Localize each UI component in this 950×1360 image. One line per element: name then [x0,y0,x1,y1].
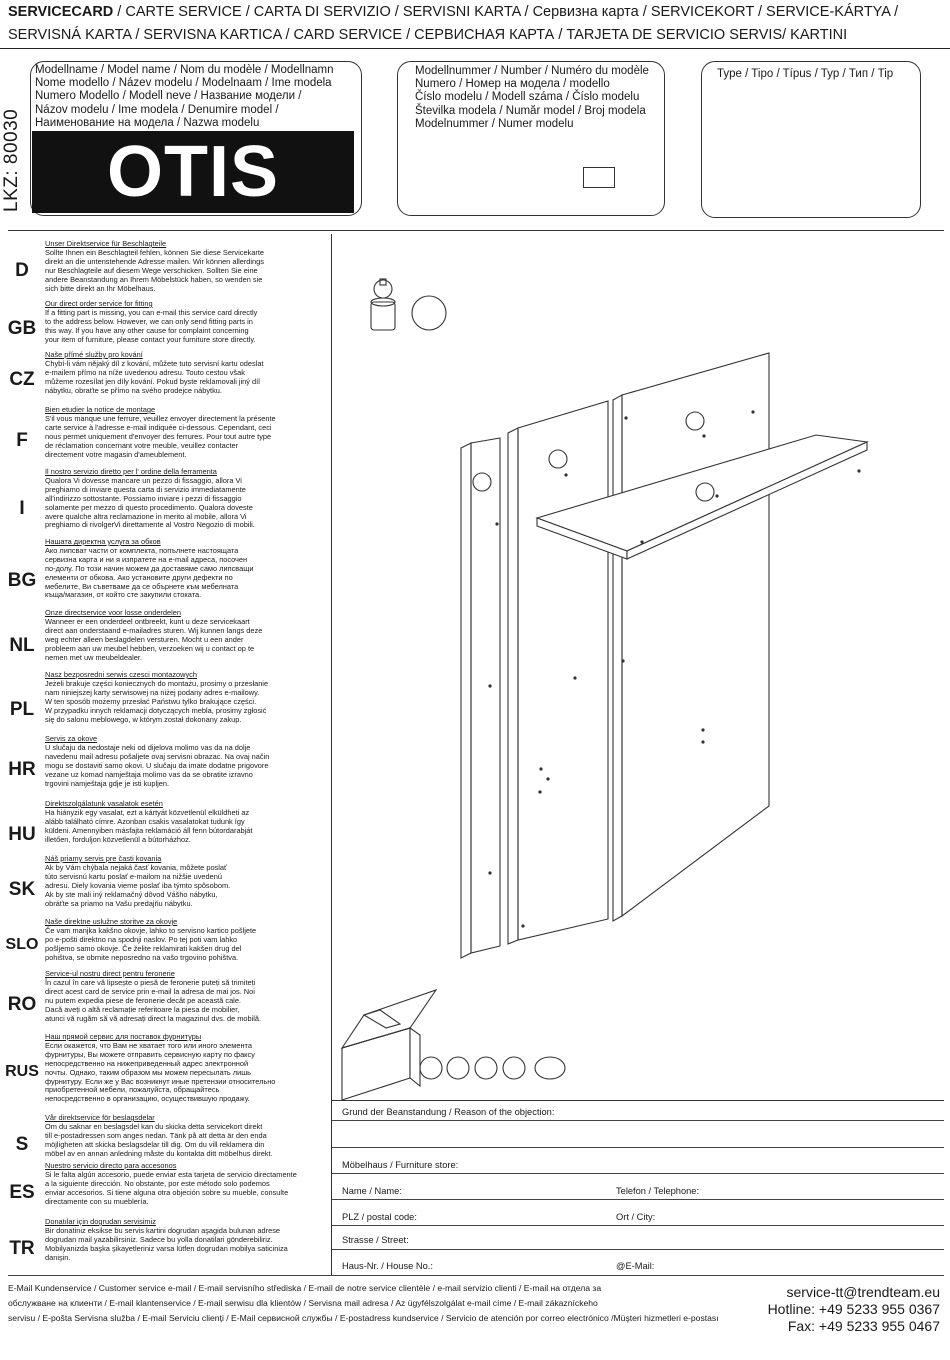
postal-city-field[interactable] [332,1225,944,1226]
language-block-bg [45,538,300,600]
language-title: Nasz bezposredni serwis czesci montazowych [45,670,197,679]
top-section-divider [8,230,944,231]
lkz-code: LKZ: 80030 [1,108,22,212]
language-code-hu: HU [8,824,36,845]
language-title: Il nostro servizio diretto per l' ordine della ferramenta [45,467,217,476]
language-body: Если окажется, что Вам не хватает того или иного элемента фурнитуры, Вы можете отправить сервисную карту по факсу непосредственно на нижеприведенный адрес электронной почты. Однако, таким образом мы можем пересылать лишь фурнитуру. Если же у Вас возникнут иные претензии относительно приобретенной мебели, пожалуйста, обращайтесь непосредственно в организацию, осуществившую продажу. [45,1040,276,1104]
language-code-cz: CZ [9,369,35,390]
language-block-rus [45,1033,300,1104]
back-panel [613,353,769,921]
language-code-f: F [16,430,28,451]
language-title: Service-ul nostru direct pentru feronerie [45,969,175,978]
type-label: Type / Tipo / Típus / Typ / Тип / Tip [717,68,894,80]
language-body: U slučaju da nedostaje neki od dijelova molimo vas da na dolje navedenu mail adresu pošaljete ovaj servisni obrazac. Na ovaj način mogu se dostaviti samo okovi. U slučaju da imate dodatne prigovore vezane uz komad namještaja molimo vas da se obratite izravno trgovini namještaja gdje je isti kupljen. [45,742,270,788]
language-title: Vår direktservice för beslagsdelar [45,1113,155,1122]
service-email[interactable]: service-tt@trendteam.eu [786,1284,940,1300]
language-block-slo [45,918,300,963]
language-code-sk: SK [8,879,36,900]
fitting-slot-1 [420,1057,442,1079]
language-body: Si le falta algún accesorio, puede enviar esta tarjeta de servicio directamente a la siguiente dirección. No obstante, por este método solo podemos enviar accesorios. Si tiene alguna otra objeción sobre su mueble, consulte directamente con su mueblería. [45,1169,297,1206]
language-block-tr [45,1218,300,1263]
house-number-label: Haus-Nr. / House No.: [342,1261,433,1271]
language-body: Ако липсват части от комплекта, попълнете настоящата сервизна карта и ни я изпратете на e-mail адреса, посочен по-долу. По този начин можем да доставяме само липсващи елементи от обкова. Ако установите други дефекти по мебелите, Ви съветваме да се обърнете към мебелната къща/магазин, от който сте закупили стоката. [45,545,254,600]
language-body: Bir donatiniz eksikse bu servis kartini dogrudan aşagida bulunan adrese dogrudan mail yazabilirsiniz. Sadece bu yolla donatilari gönderebiliriz. Mobilyanizda başka şikayetleriniz varsa lütfen dogrudan mobilya saticiniza danişin. [45,1225,288,1262]
language-title: Our direct order service for fitting [45,299,153,308]
objection-field-line-2[interactable] [332,1147,944,1148]
language-code-pl: PL [9,699,35,720]
shelf-board [537,435,867,559]
form-top-divider [332,1100,944,1101]
language-block-cz [45,351,300,396]
language-title: Náš priamy servis pre časti kovania [45,854,162,863]
language-code-ro: RO [7,994,37,1015]
street-field[interactable] [332,1249,944,1250]
fitting-icon [371,279,395,330]
language-code-nl: NL [9,635,35,656]
language-title: Direktszolgálatunk vasalatok esetén [45,799,163,808]
language-title: Nuestro servicio directo para accesonos [45,1161,177,1170]
language-code-tr: TR [9,1238,35,1259]
language-code-bg: BG [7,570,37,591]
language-title: Donatılar için dogrudan servisimiz [45,1217,156,1226]
fax-number: Fax: +49 5233 955 0467 [787,1318,940,1334]
header-title-line-2: SERVISNÁ KARTA / SERVISNA KARTICA / CARD SERVICE / СЕРВИСНАЯ КАРТА / TARJETA DE SERVICIO SERVIS/ KARTINI [8,27,848,43]
language-body: În cazul în care vă lipsește o piesă de feronerie puteți să trimiteți direct acest card de service prin e-mail la adresa de mai jos. Noi nu putem expedia piese de feronerie decât pe această cale. Dacă aveți o altă reclamație referitoare la piesa de mobilier, atunci vă rugăm să vă adresați direct la magazinul dvs. de mobilă. [45,977,262,1023]
name-label: Name / Name: [342,1186,402,1196]
model-number-box [397,61,665,216]
language-title: Onze directservice voor losse onderdelen [45,608,181,617]
language-body: If a fitting part is missing, you can e-mail this service card directly to the address below. However, we can only send fitting parts in this way. If you have any other cause for complaint concerning your item of furniture, please contact your furniture store directly. [45,307,258,344]
fitting-slot-2 [447,1057,469,1079]
header-title-line-1 [8,3,898,21]
language-code-es: ES [9,1182,35,1203]
language-block-sk [45,855,300,908]
model-name-value: OTIS [32,131,354,213]
language-title: Unser Direktservice für Beschlagteile [45,239,167,248]
language-code-i: I [19,498,25,519]
language-body: S'il vous manque une ferrure, veuillez envoyer directement la présente carte service à l'adresse e-mail indiquée ci-dessous. Cependant, ceci nous permet uniquement d'envoyer des ferrures. Pour tout autre type de réclamation concernant votre meuble, veuillez contacter directement votre magasin d'ameublement. [45,413,276,459]
language-title: Servis za okove [45,734,98,743]
footer-email-description: E-Mail Kundenservice / Customer service e-mail / E-mail servisního střediska / E-mail de notre service clientèle / e-mail servizio clienti / E-mail на отдела за обслужване на клиенти / E-mail klantenservice / E-mail serwisu dla klientów / Servisna mail adresa / Az ügyfélszolgálat e-mail címe / E-mail zákazníckeho servisu / E-pošta Servisna služba / E-mail Serviciu clienți / E-Mail сервисной службы / E-postadress kundservice / Servicio de atención por correo electrónico /Müşteri hizmetleri e-postası [8,1283,719,1323]
phone-label: Telefon / Telephone: [616,1186,700,1196]
postal-code-label: PLZ / postal code: [342,1212,417,1222]
header-title-rest: / CARTE SERVICE / CARTA DI SERVIZIO / SERVISNI KARTA / Сервизна карта / SERVICEKORT / SERVICE-KÁRTYA / [113,4,899,20]
language-block-hu [45,800,300,845]
language-body: Jeżeli brakuje części koniecznych do montażu, prosimy o przesłanie nam niniejszej karty serwisowej na niżej podany adres e-mailowy. W ten sposób możemy przesłać Państwu tylko brakujące części. W przypadku innych reklamacji dotyczących mebla, prosimy zgłosić się do salonu meblowego, w którym został dokonany zakup. [45,678,269,724]
language-block-i [45,468,300,530]
language-block-pl [45,671,300,724]
fitting-circle-icon [412,296,446,330]
language-title: Нашата директна услуга за обков [45,537,161,546]
model-number-label: Modellnummer / Number / Numéro du modèle Numero / Номер на модела / modello Číslo modelu / Modell száma / Číslo modelu Številka modela / Număr model / Broj modela Modelnummer / Numer modelu [415,65,649,130]
model-name-label: Modellname / Model name / Nom du modèle / Modellnamn Nome modello / Název modelu / Modelnaam / Ime modela Numero Modello / Modell neve / Название модели / Názov modelu / Ime modela / Denumire model / Наименование на модела / Nazwa modelu [35,64,334,129]
objection-label: Grund der Beanstandung / Reason of the objection: [342,1107,555,1117]
language-body: Če vam manjka kakšno okovje, lahko to servisno kartico pošljete po e-pošti direktno na spodnji naslov. Po tej poti vam lahko pošljemo samo okovje. Če želite reklamirati kakšen drug del pohištva, se obrnite neposredno na vašo trgovino pohištva. [45,925,257,962]
language-code-s: S [15,1134,29,1155]
name-phone-field[interactable] [332,1199,944,1200]
language-title: Наш прямой сервис для поставок фурнитуры [45,1032,202,1041]
fitting-slot-3 [475,1057,497,1079]
language-block-es [45,1162,300,1207]
language-block-gb [45,300,300,345]
form-bottom-divider [8,1275,944,1276]
language-body: Wanneer er een onderdeel ontbreekt, kunt u deze servicekaart direct aan onderstaand e-mailadres sturen. Wij kunnen langs deze weg echter alleen beslagdelen versturen. Mocht u een ander probleem aan uw meubel hebben, verzoeken wij u contact op te nemen met uw meubeldealer. [45,616,263,662]
street-label: Strasse / Street: [342,1235,409,1245]
language-body: Ak by Vám chýbala nejaká časť kovania, môžete poslať túto servisnú kartu poslať e-mailom na nižšie uvedenú adresu. Diely kovania vieme poslať iba týmto spôsobom. Ak by ste mali iný reklamačný dôvod Vášho nábytku, obráťte sa priamo na Vašu predajňu nábytku. [45,862,231,908]
language-block-hr [45,735,300,788]
furniture-store-label: Möbelhaus / Furniture store: [342,1160,459,1170]
middle-panel [508,401,608,944]
language-block-f [45,406,300,459]
header-title-bold: SERVICECARD [8,4,114,20]
fitting-slot-4 [503,1057,525,1079]
language-body: Chybí-li vám nějaký díl z kování, můžete tuto servisní kartu odeslat e-mailem přímo na níže uvedenou adresu. Touto cestou však můžeme rozesílat jen díly kování. Pokud byste reklamovali jiný díl nábytku, obraťte se přímo na svého prodejce nábytku. [45,358,264,395]
hotline-number: Hotline: +49 5233 955 0367 [767,1301,940,1317]
language-block-ro [45,970,300,1023]
city-label: Ort / City: [616,1212,656,1222]
language-title: Bien etudier la notice de montage [45,405,156,414]
language-title: Naše direktne uslužne storitve za okovje [45,917,178,926]
objection-field-line-1[interactable] [332,1120,944,1121]
header-divider [0,48,950,49]
language-block-d [45,240,300,293]
assembly-illustration [340,260,940,1100]
fitting-slot-5 [535,1057,565,1079]
language-code-slo: SLO [5,936,39,953]
language-body: Sollte Ihnen ein Beschlagteil fehlen, können Sie diese Servicekarte direkt an die untenstehende Adresse mailen. Wir können allerdings nur Beschlagteile auf diesem Wege verschicken. Sollten Sie eine andere Beanstandung an Ihrem Möbelstück haben, so wenden sie sich bitte direkt an Ihr Möbelhaus. [45,247,264,293]
language-body: Qualora Vi dovesse mancare un pezzo di fissaggio, allora Vi preghiamo di inviare questa carta di servizio immediatamente all'indirizzo sottostante. Possiamo inviare i pezzi di fissaggio solamente per mezzo di questo procedimento. Qualora doveste avere qualche altra reclamazione in merito al mobile, allora Vi preghiamo di rivolgerVi direttamente al Vostro Negozio di mobili. [45,475,255,530]
language-code-gb: GB [7,318,37,339]
fittings-box [342,990,436,1100]
language-code-d: D [15,260,29,281]
model-number-field[interactable] [583,167,615,188]
language-code-rus: RUS [5,1063,39,1080]
language-code-hr: HR [8,759,36,780]
furniture-store-field[interactable] [332,1173,944,1174]
language-body: Om du saknar en beslagsdel kan du skicka detta servicekort direkt till e-postadressen som anges nedan. Tänk på att detta är den enda möjligheten att skicka beslagsdelar till dig. Om du vill reklamera din möbel av en annan anledning måste du kontakta ditt möbelhus direkt. [45,1121,273,1158]
language-block-s [45,1114,300,1159]
side-panel [461,438,500,958]
language-block-nl [45,609,300,662]
language-title: Naše přímé služby pro kování [45,350,143,359]
email-label: @E-Mail: [616,1261,655,1271]
language-body: Ha hiányzik egy vasalat, ezt a kártyát közvetlenül elküldheti az alább található címre. Azonban csakis vasalatokat tudunk így küldeni. Amennyiben másfajta reklamáció áll fenn bútordarabját illetően, forduljon közvetlenül a bútorházhoz. [45,807,253,844]
type-box [701,61,921,218]
